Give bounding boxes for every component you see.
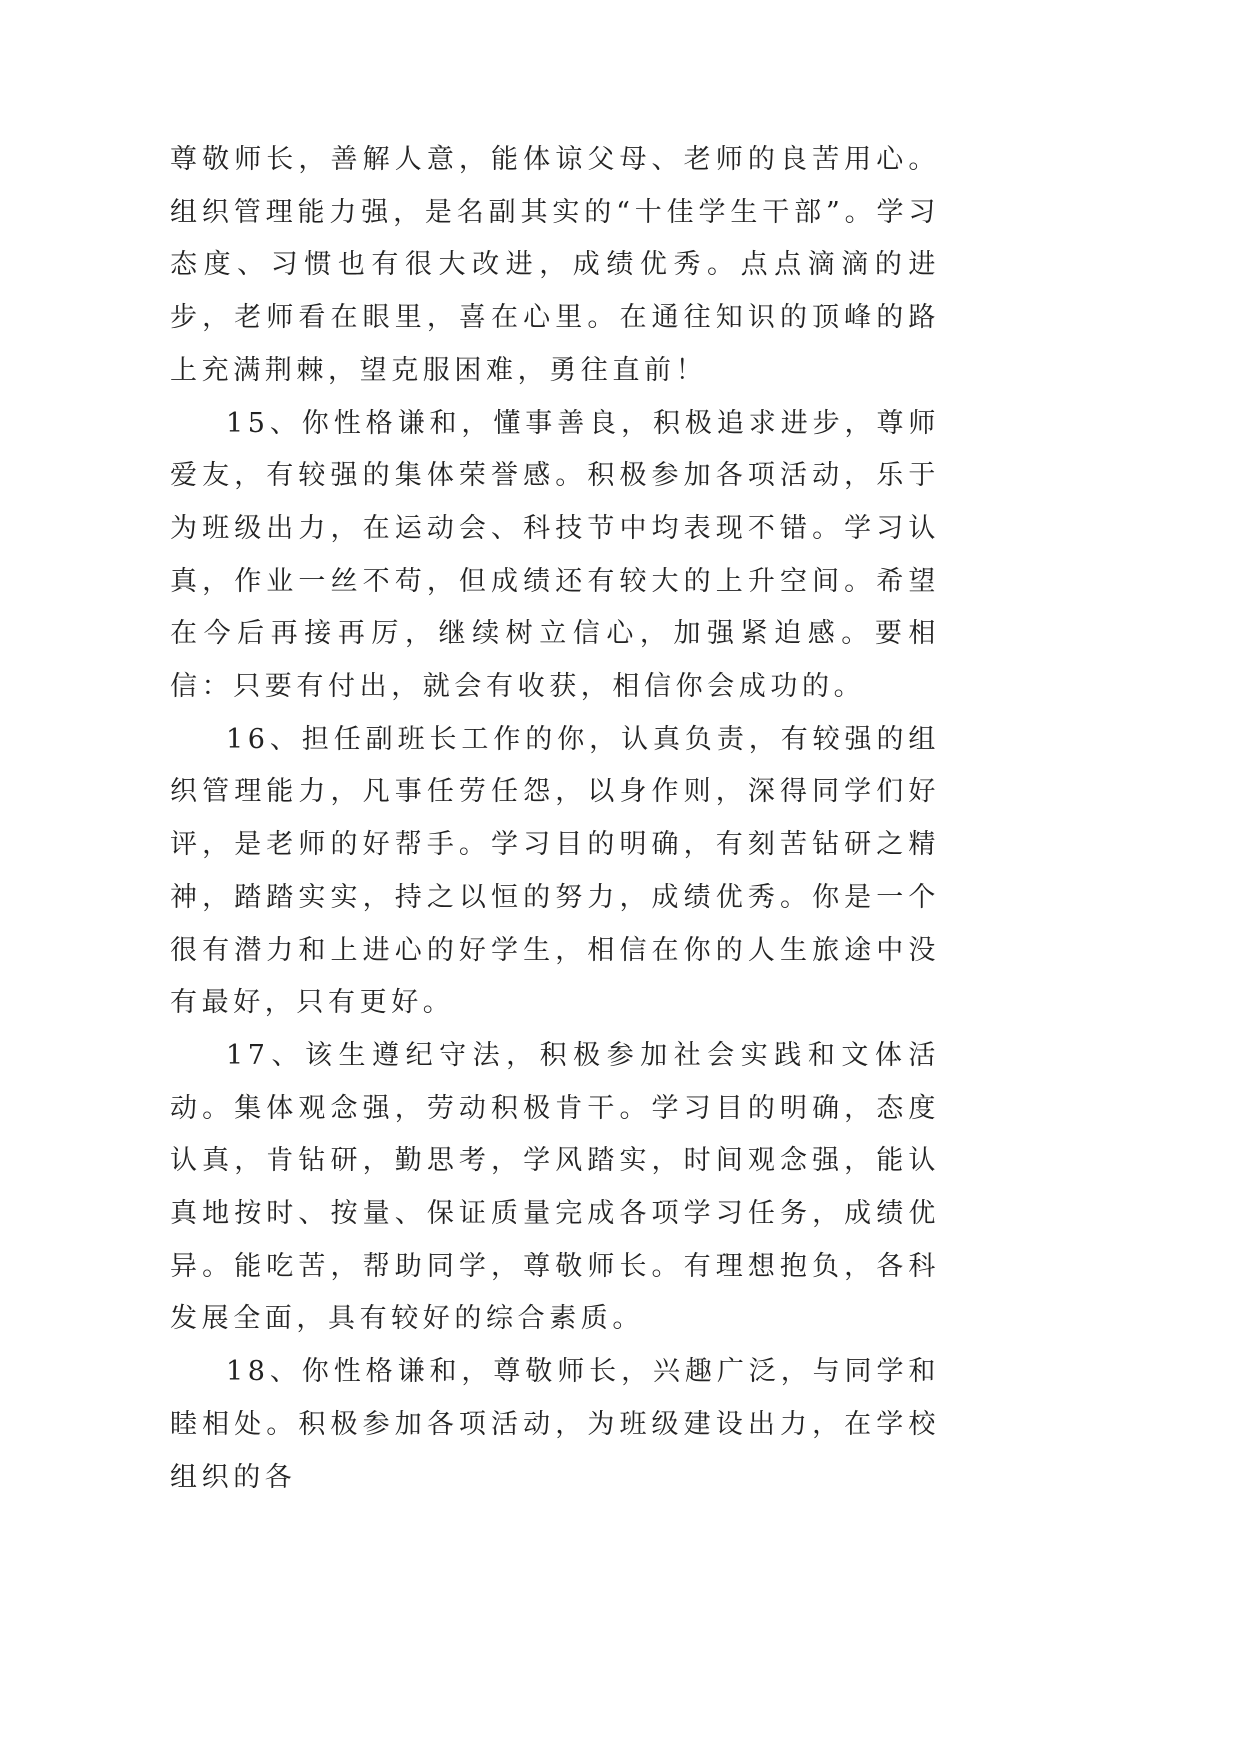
paragraph-comment-16: 16、担任副班长工作的你，认真负责，有较强的组织管理能力，凡事任劳任怨，以身作则，深得同学们好评，是老师的好帮手。学习目的明确，有刻苦钻研之精神，踏踏实实，持之以恒的努力，成绩优秀。你是一个很有潜力和上进心的好学生，相信在你的人生旅途中没有最好，只有更好。 [170,723,940,1019]
paragraph-continued: 尊敬师长，善解人意，能体谅父母、老师的良苦用心。组织管理能力强，是名副其实的“十佳学生干部”。学习态度、习惯也有很大改进，成绩优秀。点点滴滴的进步，老师看在眼里，喜在心里。在通往知识的顶峰的路上充满荆棘，望克服困难，勇往直前！ [170,144,940,386]
paragraph-comment-15: 15、你性格谦和，懂事善良，积极追求进步，尊师爱友，有较强的集体荣誉感。积极参加各项活动，乐于为班级出力，在运动会、科技节中均表现不错。学习认真，作业一丝不苟，但成绩还有较大的上升空间。希望在今后再接再厉，继续树立信心，加强紧迫感。要相信：只要有付出，就会有收获，相信你会成功的。 [170,407,940,703]
document-body [170,134,940,1504]
paragraph-comment-17: 17、该生遵纪守法，积极参加社会实践和文体活动。集体观念强，劳动积极肯干。学习目的明确，态度认真，肯钻研，勤思考，学风踏实，时间观念强，能认真地按时、按量、保证质量完成各项学习任务，成绩优异。能吃苦，帮助同学，尊敬师长。有理想抱负，各科发展全面，具有较好的综合素质。 [170,1039,940,1335]
paragraph-comment-18: 18、你性格谦和，尊敬师长，兴趣广泛，与同学和睦相处。积极参加各项活动，为班级建设出力，在学校组织的各 [170,1356,940,1493]
